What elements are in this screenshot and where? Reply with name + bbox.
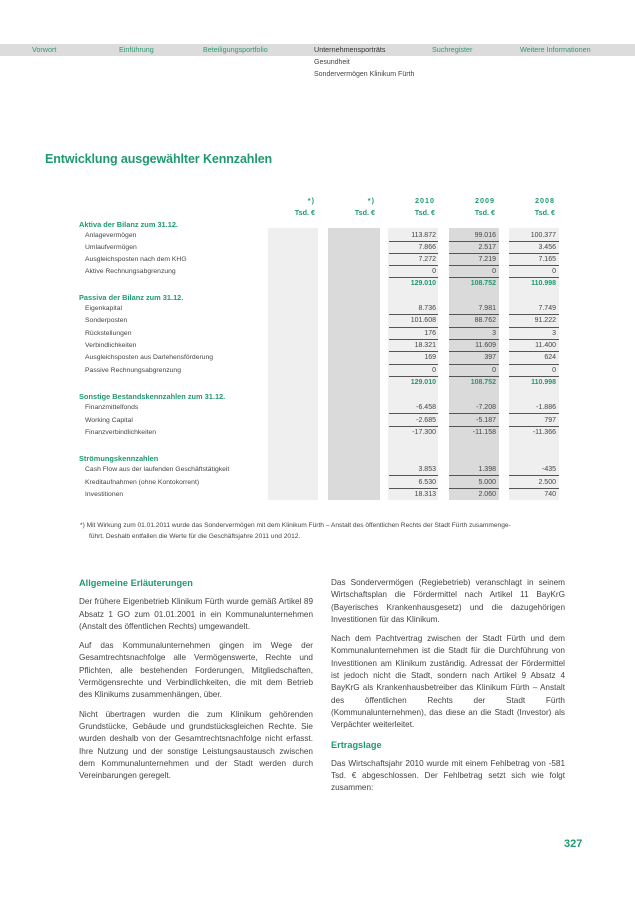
column-bg-2 bbox=[328, 228, 380, 500]
cell: 7.866 bbox=[418, 244, 436, 251]
nav-unternehmensportraets[interactable]: Unternehmensporträts bbox=[314, 45, 386, 54]
cell: -5.187 bbox=[476, 417, 496, 424]
cell: 624 bbox=[544, 354, 556, 361]
cell: -17.300 bbox=[412, 429, 436, 436]
row-label: Investitionen bbox=[85, 491, 124, 498]
cell: 7.749 bbox=[538, 305, 556, 312]
cell: 91.222 bbox=[534, 317, 556, 324]
top-navigation bbox=[0, 44, 635, 56]
cell: 113.872 bbox=[411, 232, 436, 239]
row-label: Verbindlichkeiten bbox=[85, 342, 137, 349]
cell: 797 bbox=[544, 417, 556, 424]
header-2008-year: 2008 bbox=[535, 196, 555, 205]
cell: 7.165 bbox=[538, 256, 556, 263]
paragraph: Das Wirtschaftsjahr 2010 wurde mit einem Fehlbetrag von -581 Tsd. € abgeschlossen. Der Fehlbetrag setzt sich wie folgt zusammen: bbox=[331, 758, 565, 793]
cell: 1.398 bbox=[478, 466, 496, 473]
row-label: Working Capital bbox=[85, 417, 133, 424]
row-label: Ausgleichsposten nach dem KHG bbox=[85, 256, 187, 263]
section-sonstige-bestandskennzahlen: Sonstige Bestandskennzahlen zum 31.12. bbox=[79, 392, 226, 401]
header-2009-year: 2009 bbox=[475, 196, 495, 205]
cell: 7.272 bbox=[418, 256, 436, 263]
page-number: 327 bbox=[564, 838, 583, 850]
cell: -435 bbox=[541, 466, 556, 473]
footnote-line-2: führt. Deshalb entfallen die Werte für die Geschäftsjahre 2011 und 2012. bbox=[89, 533, 301, 540]
header-col1-year: *) bbox=[307, 196, 315, 205]
cell: -1.886 bbox=[536, 404, 556, 411]
cell: 176 bbox=[424, 330, 436, 337]
row-label: Ausgleichsposten aus Darlehensförderung bbox=[85, 354, 214, 361]
paragraph: Nicht übertragen wurden die zum Klinikum gehörenden Grundstücke, Gebäude und grundstücksgleichen Rechte. Sie wurden deshalb von der Gesamtrechtsnachfolge nicht erfasst. Ihre Nutzung und der sonstige Leistungsaustausch zwischen dem Kommunalunternehmen und der Stadt werden durch Vereinbarungen geregelt. bbox=[79, 709, 313, 781]
header-2008-unit: Tsd. € bbox=[534, 208, 555, 217]
section-stroemungskennzahlen: Strömungskennzahlen bbox=[79, 454, 159, 463]
cell: 7.981 bbox=[478, 305, 496, 312]
paragraph: Auf das Kommunalunternehmen gingen im Wege der Gesamtrechtsnachfolge alle Vermögenswerte, Rechte und Pflichten, alle bestehenden Forderungen, Mitgliedschaften, Vermögensrechte und Verbindlichkeiten, die mit dem Betrieb des Klinikums zusammenhängen, über. bbox=[79, 641, 313, 700]
heading-ertragslage: Ertragslage bbox=[331, 739, 382, 750]
cell: 18.313 bbox=[414, 491, 436, 498]
row-label: Aktive Rechnungsabgrenzung bbox=[85, 268, 176, 275]
cell: -7.208 bbox=[476, 404, 496, 411]
header-col2-year: *) bbox=[367, 196, 375, 205]
row-label: Cash Flow aus der laufenden Geschäftstätigkeit bbox=[85, 466, 230, 473]
section-passiva: Passiva der Bilanz zum 31.12. bbox=[79, 293, 184, 302]
nav-vorwort[interactable]: Vorwort bbox=[32, 45, 57, 54]
row-label: Rückstellungen bbox=[85, 330, 132, 337]
row-label: Finanzmittelfonds bbox=[85, 404, 139, 411]
cell: 2.060 bbox=[478, 491, 496, 498]
paragraph: Der frühere Eigenbetrieb Klinikum Fürth wurde gemäß Artikel 89 Absatz 1 GO zum 01.01.2001 in ein Kommunalunternehmen (Anstalt des öffentlichen Rechts) umgewandelt. bbox=[79, 597, 313, 631]
section-aktiva: Aktiva der Bilanz zum 31.12. bbox=[79, 220, 178, 229]
row-label: Kreditaufnahmen (ohne Kontokorrent) bbox=[85, 479, 200, 486]
cell: 5.000 bbox=[478, 479, 496, 486]
cell: 99.016 bbox=[474, 232, 496, 239]
nav-suchregister[interactable]: Suchregister bbox=[432, 45, 473, 54]
header-2009-unit: Tsd. € bbox=[474, 208, 495, 217]
header-col2-unit: Tsd. € bbox=[354, 208, 375, 217]
header-2010-unit: Tsd. € bbox=[414, 208, 435, 217]
cell: 101.608 bbox=[410, 317, 436, 324]
nav-beteiligungsportfolio[interactable]: Beteiligungsportfolio bbox=[203, 45, 268, 54]
total-cell: 110.998 bbox=[531, 379, 556, 386]
header-col1-unit: Tsd. € bbox=[294, 208, 315, 217]
cell: 11.400 bbox=[535, 342, 556, 349]
text-column-right bbox=[331, 577, 565, 802]
cell: 2.500 bbox=[538, 479, 556, 486]
paragraph: Das Sondervermögen (Regiebetrieb) veranschlagt in seinem Wirtschaftsplan die Fördermittel nach Artikel 11 BayKrG (Bayerisches Krankenhausgesetz) und die dazugehörigen Investitionen für das Klinikum. bbox=[331, 578, 565, 624]
total-cell: 129.010 bbox=[410, 379, 436, 386]
cell: 3 bbox=[492, 330, 496, 337]
column-bg-1 bbox=[268, 228, 318, 500]
cell: 18.321 bbox=[414, 342, 436, 349]
breadcrumb-gesundheit[interactable]: Gesundheit bbox=[314, 59, 350, 66]
cell: 0 bbox=[552, 268, 556, 275]
total-cell: 108.752 bbox=[470, 280, 496, 287]
page-title: Entwicklung ausgewählter Kennzahlen bbox=[45, 152, 273, 166]
cell: 6.530 bbox=[418, 479, 436, 486]
total-cell: 108.752 bbox=[470, 379, 496, 386]
footnote bbox=[80, 520, 580, 542]
cell: 0 bbox=[492, 268, 496, 275]
footnote-line-1: *) Mit Wirkung zum 01.01.2011 wurde das Sondervermögen mit dem Klinikum Fürth – Anstalt des öffentlichen Rechts der Stadt Fürth zusammenge- bbox=[80, 522, 511, 529]
cell: -11.158 bbox=[472, 429, 496, 436]
breadcrumb-klinikum[interactable]: Sondervermögen Klinikum Fürth bbox=[314, 71, 415, 78]
header-2010-year: 2010 bbox=[415, 196, 435, 205]
row-label: Passive Rechnungsabgrenzung bbox=[85, 367, 181, 374]
cell: 0 bbox=[432, 268, 436, 275]
cell: 169 bbox=[424, 354, 436, 361]
cell: 740 bbox=[544, 491, 556, 498]
cell: 3.853 bbox=[418, 466, 436, 473]
cell: 7.219 bbox=[478, 256, 496, 263]
cell: 0 bbox=[432, 367, 436, 374]
cell: 100.377 bbox=[530, 232, 556, 239]
row-label: Umlaufvermögen bbox=[85, 244, 137, 251]
cell: 8.736 bbox=[418, 305, 436, 312]
row-label: Anlagevermögen bbox=[85, 232, 137, 239]
cell: 2.517 bbox=[478, 244, 496, 251]
nav-einfuehrung[interactable]: Einführung bbox=[119, 45, 154, 54]
cell: 0 bbox=[492, 367, 496, 374]
cell: 11.609 bbox=[475, 342, 496, 349]
nav-weitere-informationen[interactable]: Weitere Informationen bbox=[520, 45, 591, 54]
total-cell: 129.010 bbox=[410, 280, 436, 287]
cell: 397 bbox=[484, 354, 496, 361]
total-cell: 110.998 bbox=[531, 280, 556, 287]
row-label: Eigenkapital bbox=[85, 305, 123, 312]
row-label: Sonderposten bbox=[85, 317, 128, 324]
cell: -6.458 bbox=[416, 404, 436, 411]
cell: 0 bbox=[552, 367, 556, 374]
cell: 3 bbox=[552, 330, 556, 337]
row-label: Finanzverbindlichkeiten bbox=[85, 429, 157, 436]
cell: 88.762 bbox=[474, 317, 496, 324]
paragraph: Nach dem Pachtvertrag zwischen der Stadt Fürth und dem Kommunalunternehmen ist die Stadt für die Durchführung von Investitionen am Klinikum zuständig. Adressat der Fördermittel ist jedoch nicht die Stadt, sondern nach Artikel 9 Absatz 4 BayKrG als Krankenhausbetreiber das Klinikum Fürth – Anstalt des öffentlichen Rechts der Stadt Fürth (Kommunalunternehmen), das diese an die Stadt (Investor) als Verpächter weiterleitet. bbox=[331, 634, 565, 730]
cell: -11.366 bbox=[532, 429, 556, 436]
heading-allgemeine-erlaeuterungen: Allgemeine Erläuterungen bbox=[79, 578, 193, 588]
cell: 3.456 bbox=[538, 244, 556, 251]
text-column-left bbox=[79, 577, 313, 789]
cell: -2.685 bbox=[416, 417, 436, 424]
